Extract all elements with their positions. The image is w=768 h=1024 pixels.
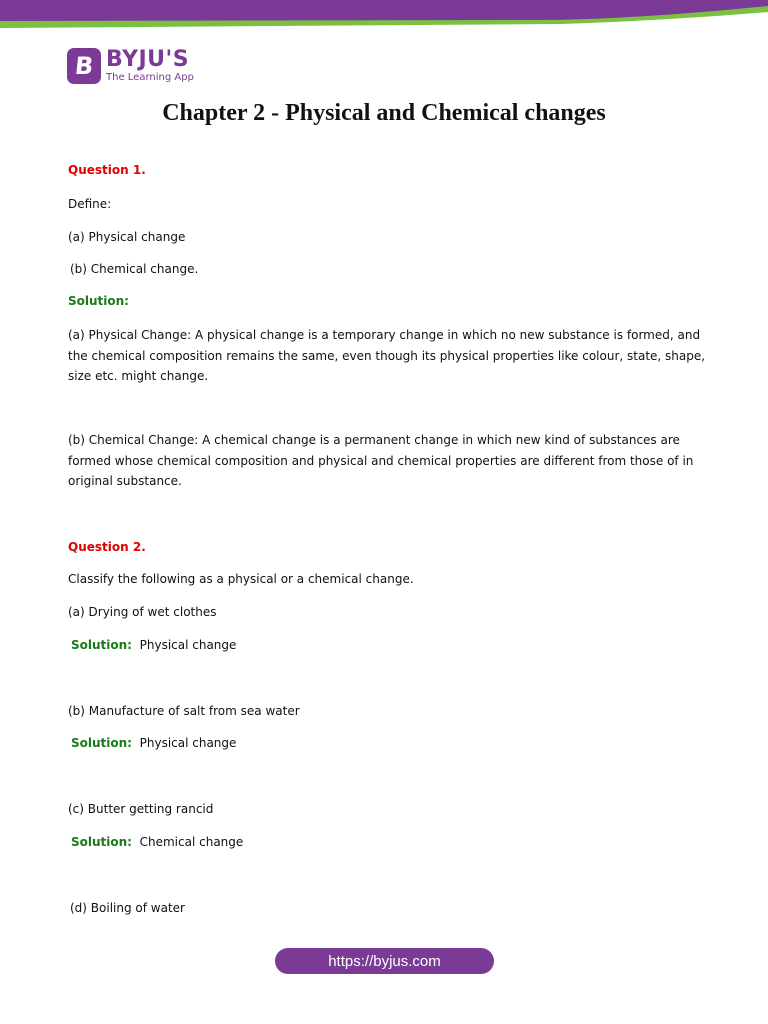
question-1-solution-label: Solution: — [68, 294, 129, 308]
footer-url-link[interactable]: https://byjus.com — [275, 948, 494, 974]
logo-mark-icon: B — [67, 48, 101, 84]
logo-name: BYJU'S — [106, 46, 190, 72]
logo-tagline: The Learning App — [106, 71, 194, 83]
question-1-part-a: (a) Physical change — [68, 230, 186, 244]
solution-answer: Physical change — [139, 638, 237, 652]
solution-label: Solution: — [71, 736, 132, 750]
question-2-solution-c — [71, 832, 243, 853]
header-color-band — [0, 0, 768, 30]
question-2-solution-b — [71, 733, 236, 754]
question-2-item-d: (d) Boiling of water — [70, 901, 185, 915]
question-1-prompt: Define: — [68, 197, 112, 211]
solution-label: Solution: — [71, 835, 132, 849]
solution-answer: Chemical change — [139, 835, 244, 849]
solution-answer: Physical change — [139, 736, 237, 750]
page-title: Chapter 2 - Physical and Chemical changes — [162, 100, 606, 126]
solution-label: Solution: — [71, 638, 132, 652]
question-2-item-b: (b) Manufacture of salt from sea water — [68, 704, 300, 718]
question-2-item-a: (a) Drying of wet clothes — [68, 605, 217, 619]
question-2-prompt: Classify the following as a physical or a chemical change. — [68, 572, 414, 586]
question-2-label: Question 2. — [68, 540, 146, 554]
question-1-answer-b: (b) Chemical Change: A chemical change is a permanent change in which new kind of substances are formed whose chemical composition and physical and chemical properties are different from those of in original substance. — [68, 433, 694, 488]
question-1-part-b: (b) Chemical change. — [70, 262, 199, 276]
byjus-logo[interactable] — [67, 45, 194, 87]
question-2-item-c: (c) Butter getting rancid — [68, 802, 214, 816]
question-1-label: Question 1. — [68, 163, 146, 177]
question-2-solution-a — [71, 635, 236, 656]
question-1-answer-a: (a) Physical Change: A physical change is a temporary change in which no new substance is formed, and the chemical composition remains the same, even though its physical properties like colour, state, shape, size etc. might change. — [68, 328, 706, 383]
